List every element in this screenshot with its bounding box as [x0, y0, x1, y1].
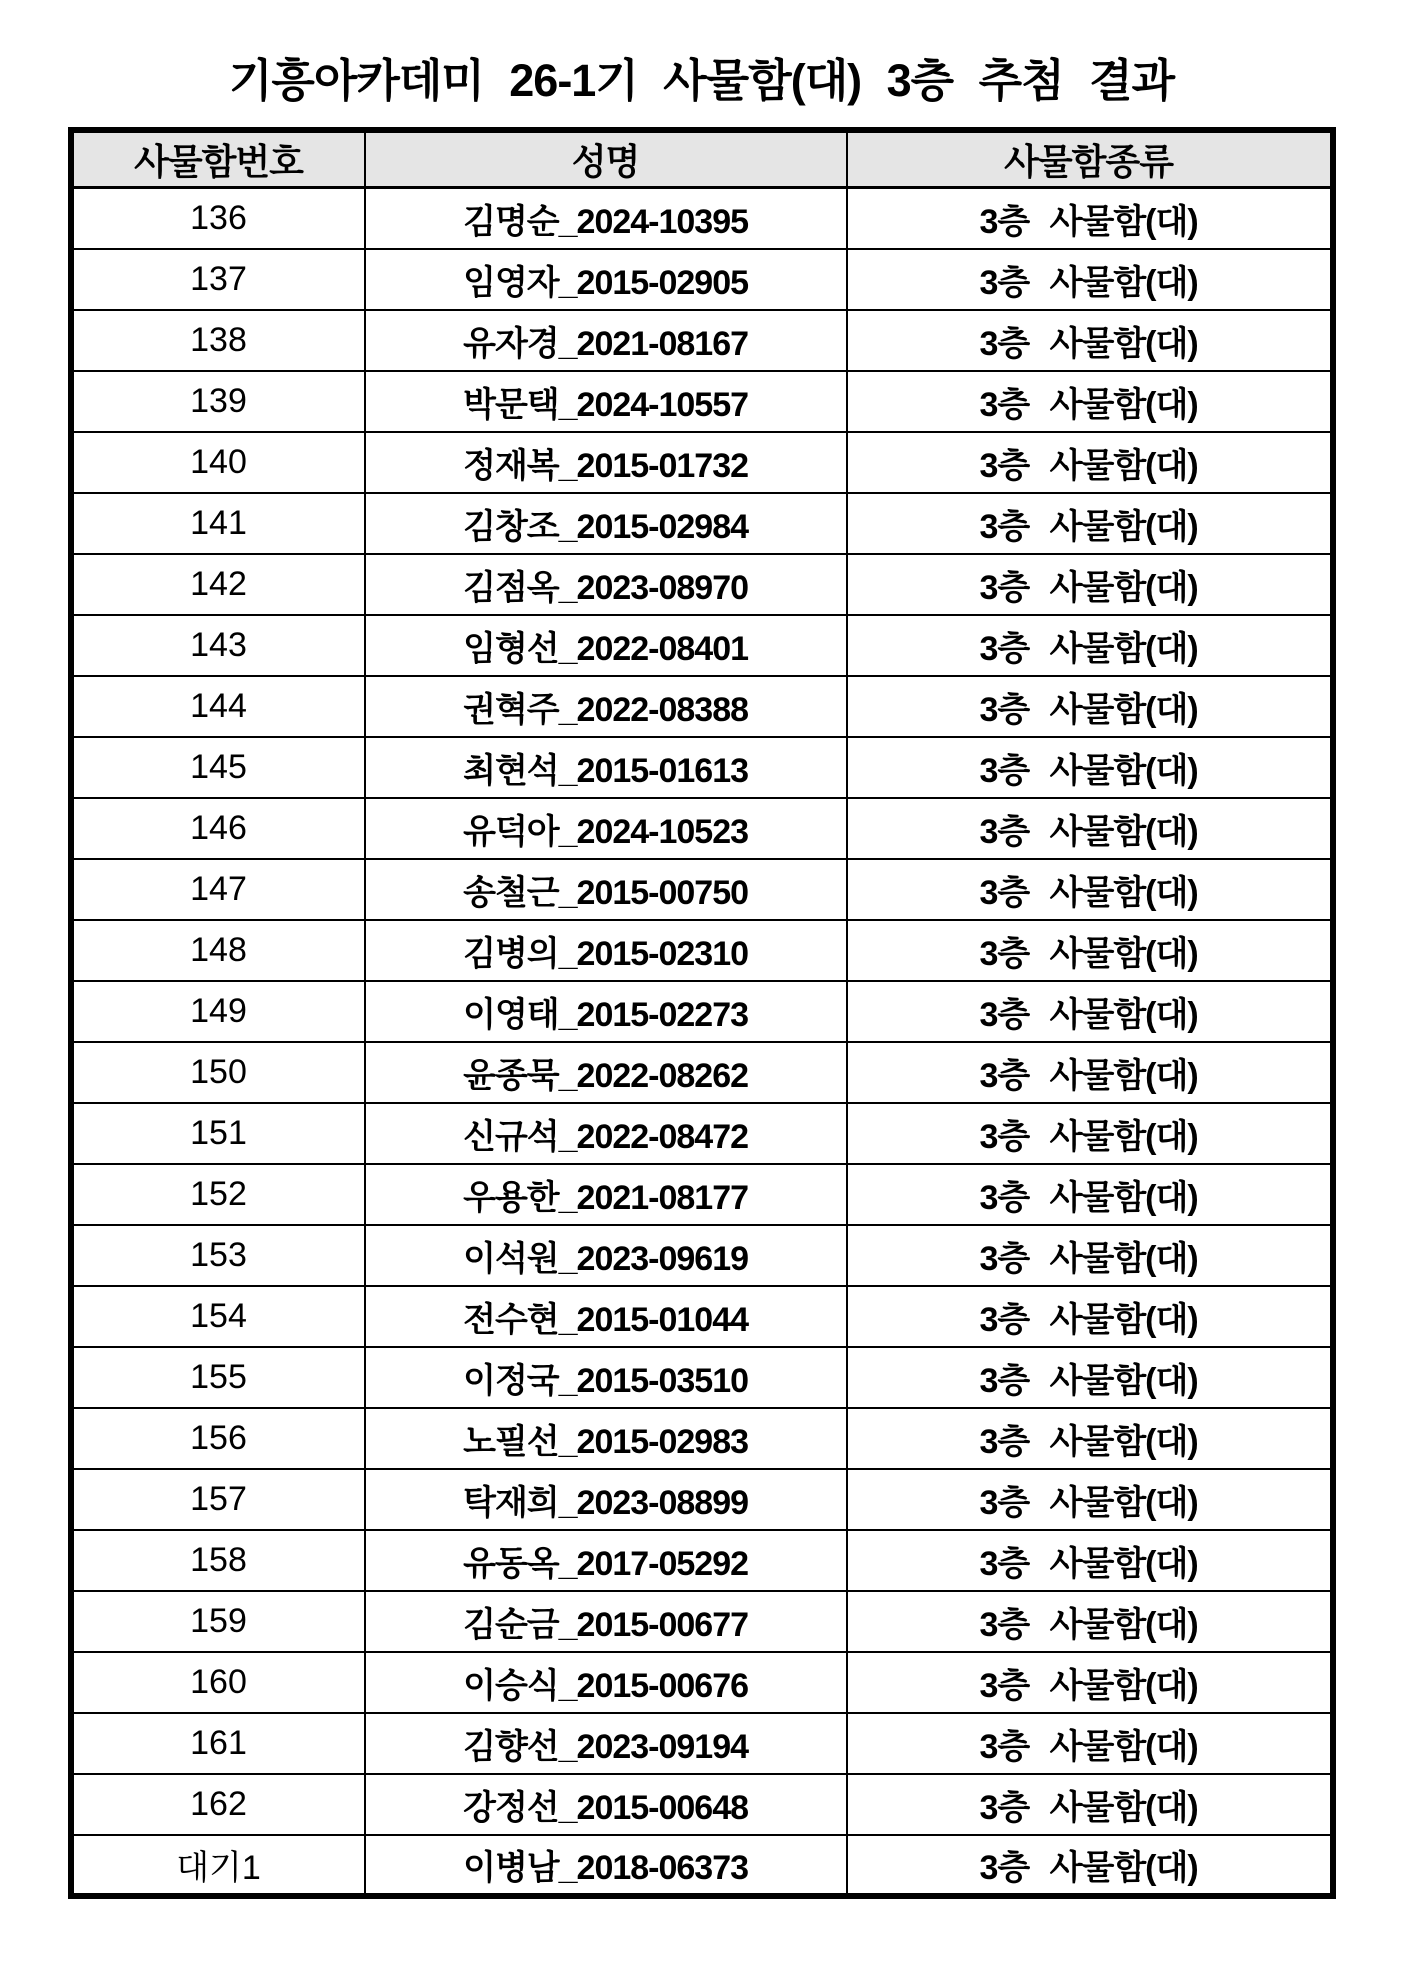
name-cell: 신규석_2022-08472	[365, 1103, 847, 1164]
locker-number-cell: 137	[71, 249, 365, 310]
name-cell: 김향선_2023-09194	[365, 1713, 847, 1774]
locker-type-cell: 3층 사물함(대)	[847, 1347, 1333, 1408]
locker-number-cell: 148	[71, 920, 365, 981]
locker-type-cell: 3층 사물함(대)	[847, 1164, 1333, 1225]
name-cell: 유자경_2021-08167	[365, 310, 847, 371]
name-cell: 이병남_2018-06373	[365, 1835, 847, 1896]
table-row	[71, 1164, 1333, 1225]
locker-type-cell: 3층 사물함(대)	[847, 615, 1333, 676]
table-row	[71, 1286, 1333, 1347]
locker-type-cell: 3층 사물함(대)	[847, 1713, 1333, 1774]
table-row	[71, 1408, 1333, 1469]
locker-type-cell: 3층 사물함(대)	[847, 1225, 1333, 1286]
name-cell: 최현석_2015-01613	[365, 737, 847, 798]
header-locker-number: 사물함번호	[71, 130, 365, 188]
locker-number-cell: 대기1	[71, 1835, 365, 1896]
table-row	[71, 1347, 1333, 1408]
name-cell: 박문택_2024-10557	[365, 371, 847, 432]
locker-type-cell: 3층 사물함(대)	[847, 676, 1333, 737]
locker-type-cell: 3층 사물함(대)	[847, 188, 1333, 249]
table-body	[71, 188, 1333, 1896]
name-cell: 유동옥_2017-05292	[365, 1530, 847, 1591]
locker-number-cell: 150	[71, 1042, 365, 1103]
name-cell: 김순금_2015-00677	[365, 1591, 847, 1652]
locker-type-cell: 3층 사물함(대)	[847, 1530, 1333, 1591]
locker-number-cell: 155	[71, 1347, 365, 1408]
table-row	[71, 798, 1333, 859]
locker-number-cell: 160	[71, 1652, 365, 1713]
table-row	[71, 981, 1333, 1042]
locker-type-cell: 3층 사물함(대)	[847, 249, 1333, 310]
table-row	[71, 737, 1333, 798]
locker-number-cell: 152	[71, 1164, 365, 1225]
locker-number-cell: 145	[71, 737, 365, 798]
locker-number-cell: 136	[71, 188, 365, 249]
table-row	[71, 1225, 1333, 1286]
locker-number-cell: 151	[71, 1103, 365, 1164]
table-row	[71, 1530, 1333, 1591]
locker-type-cell: 3층 사물함(대)	[847, 554, 1333, 615]
locker-number-cell: 149	[71, 981, 365, 1042]
table-row	[71, 188, 1333, 249]
name-cell: 정재복_2015-01732	[365, 432, 847, 493]
name-cell: 유덕아_2024-10523	[365, 798, 847, 859]
locker-number-cell: 154	[71, 1286, 365, 1347]
header-locker-type: 사물함종류	[847, 130, 1333, 188]
locker-type-cell: 3층 사물함(대)	[847, 493, 1333, 554]
name-cell: 김창조_2015-02984	[365, 493, 847, 554]
name-cell: 이석원_2023-09619	[365, 1225, 847, 1286]
name-cell: 권혁주_2022-08388	[365, 676, 847, 737]
locker-type-cell: 3층 사물함(대)	[847, 981, 1333, 1042]
name-cell: 임형선_2022-08401	[365, 615, 847, 676]
locker-number-cell: 141	[71, 493, 365, 554]
name-cell: 우용한_2021-08177	[365, 1164, 847, 1225]
name-cell: 탁재희_2023-08899	[365, 1469, 847, 1530]
locker-type-cell: 3층 사물함(대)	[847, 1042, 1333, 1103]
name-cell: 전수현_2015-01044	[365, 1286, 847, 1347]
locker-type-cell: 3층 사물함(대)	[847, 371, 1333, 432]
locker-number-cell: 159	[71, 1591, 365, 1652]
locker-number-cell: 157	[71, 1469, 365, 1530]
name-cell: 김점옥_2023-08970	[365, 554, 847, 615]
name-cell: 노필선_2015-02983	[365, 1408, 847, 1469]
table-row	[71, 1469, 1333, 1530]
locker-type-cell: 3층 사물함(대)	[847, 1835, 1333, 1896]
locker-number-cell: 156	[71, 1408, 365, 1469]
locker-number-cell: 140	[71, 432, 365, 493]
table-row	[71, 1103, 1333, 1164]
header-name: 성명	[365, 130, 847, 188]
table-row	[71, 1042, 1333, 1103]
locker-number-cell: 143	[71, 615, 365, 676]
page-title: 기흥아카데미 26-1기 사물함(대) 3층 추첨 결과	[228, 55, 1175, 106]
table-row	[71, 1591, 1333, 1652]
locker-type-cell: 3층 사물함(대)	[847, 310, 1333, 371]
locker-type-cell: 3층 사물함(대)	[847, 920, 1333, 981]
table-row	[71, 920, 1333, 981]
locker-type-cell: 3층 사물함(대)	[847, 1591, 1333, 1652]
lottery-results-table	[68, 127, 1336, 1899]
table-row	[71, 371, 1333, 432]
locker-number-cell: 161	[71, 1713, 365, 1774]
locker-type-cell: 3층 사물함(대)	[847, 1286, 1333, 1347]
locker-number-cell: 139	[71, 371, 365, 432]
name-cell: 송철근_2015-00750	[365, 859, 847, 920]
locker-number-cell: 146	[71, 798, 365, 859]
locker-type-cell: 3층 사물함(대)	[847, 1469, 1333, 1530]
table-row	[71, 249, 1333, 310]
name-cell: 김병의_2015-02310	[365, 920, 847, 981]
table-row	[71, 432, 1333, 493]
locker-type-cell: 3층 사물함(대)	[847, 737, 1333, 798]
locker-number-cell: 142	[71, 554, 365, 615]
locker-type-cell: 3층 사물함(대)	[847, 859, 1333, 920]
table-row	[71, 493, 1333, 554]
table-row	[71, 1652, 1333, 1713]
locker-type-cell: 3층 사물함(대)	[847, 1408, 1333, 1469]
name-cell: 김명순_2024-10395	[365, 188, 847, 249]
name-cell: 이정국_2015-03510	[365, 1347, 847, 1408]
table-row	[71, 676, 1333, 737]
locker-type-cell: 3층 사물함(대)	[847, 798, 1333, 859]
table-row	[71, 859, 1333, 920]
name-cell: 임영자_2015-02905	[365, 249, 847, 310]
locker-type-cell: 3층 사물함(대)	[847, 1774, 1333, 1835]
table-header-row	[71, 130, 1333, 188]
table-row	[71, 1713, 1333, 1774]
locker-number-cell: 162	[71, 1774, 365, 1835]
table-row	[71, 615, 1333, 676]
table-row	[71, 1835, 1333, 1896]
name-cell: 윤종묵_2022-08262	[365, 1042, 847, 1103]
table-row	[71, 310, 1333, 371]
name-cell: 이승식_2015-00676	[365, 1652, 847, 1713]
locker-number-cell: 158	[71, 1530, 365, 1591]
locker-type-cell: 3층 사물함(대)	[847, 432, 1333, 493]
name-cell: 이영태_2015-02273	[365, 981, 847, 1042]
locker-number-cell: 138	[71, 310, 365, 371]
locker-number-cell: 153	[71, 1225, 365, 1286]
locker-type-cell: 3층 사물함(대)	[847, 1103, 1333, 1164]
table-row	[71, 1774, 1333, 1835]
locker-number-cell: 144	[71, 676, 365, 737]
locker-number-cell: 147	[71, 859, 365, 920]
table-row	[71, 554, 1333, 615]
name-cell: 강정선_2015-00648	[365, 1774, 847, 1835]
locker-type-cell: 3층 사물함(대)	[847, 1652, 1333, 1713]
